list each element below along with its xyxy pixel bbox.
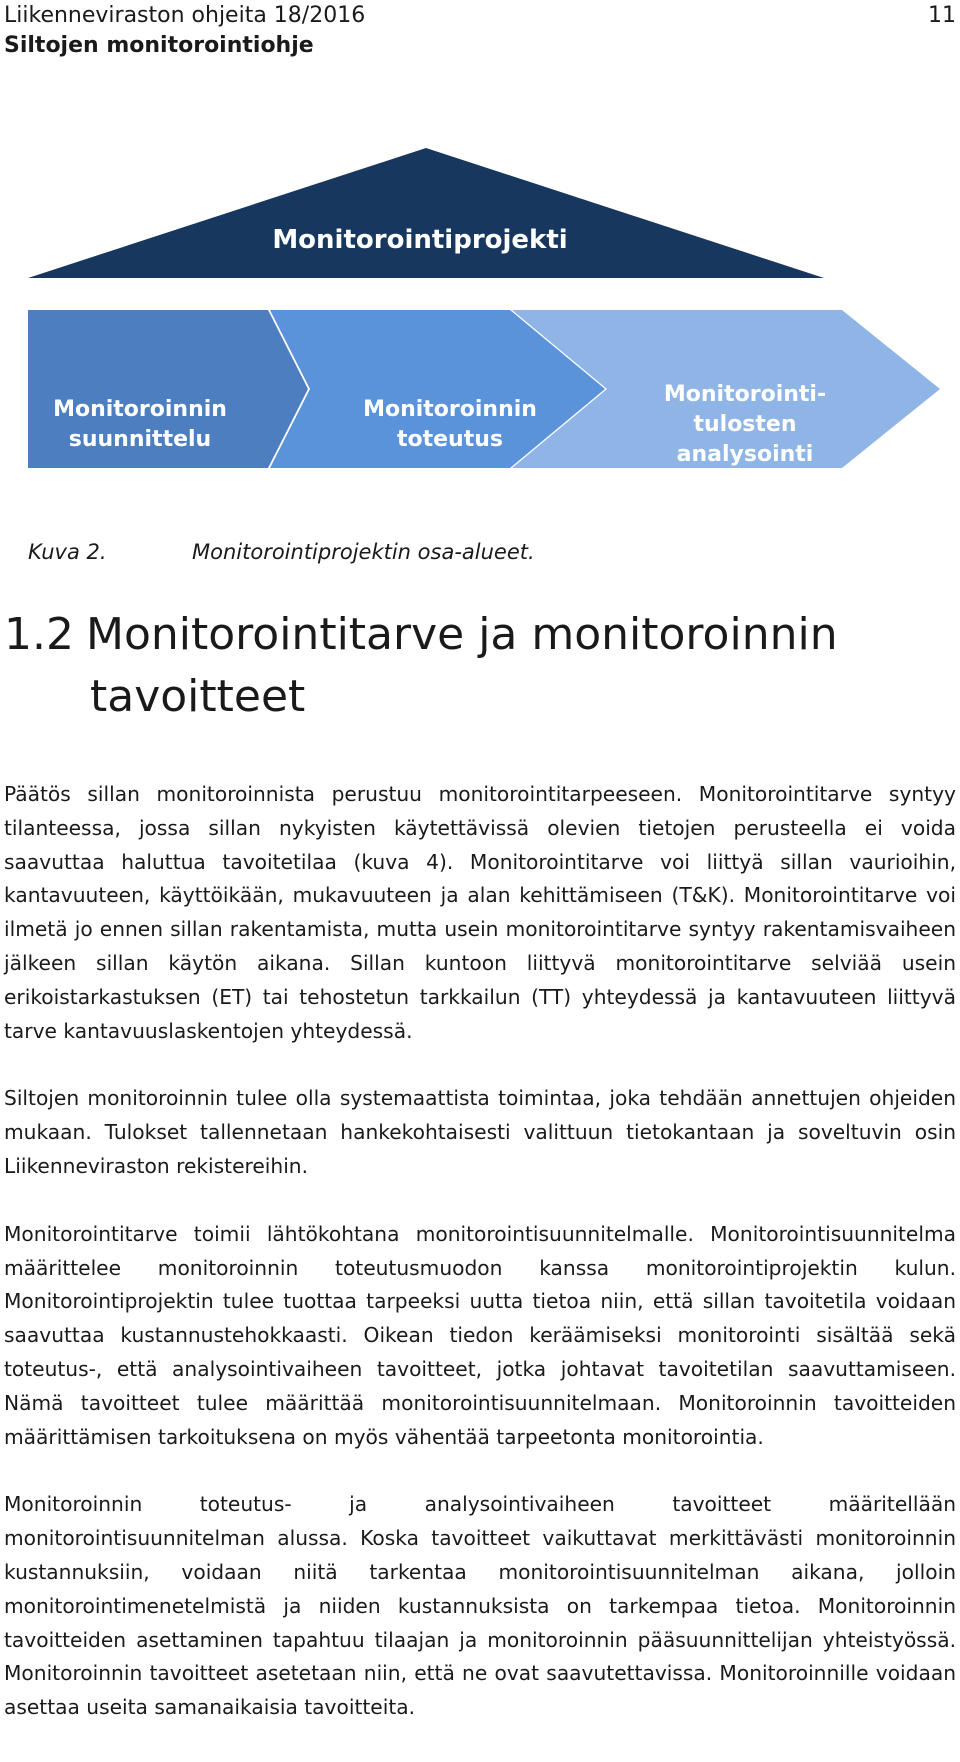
stage-label-analysis: Monitorointi- tulosten analysointi [663,382,827,467]
section-number: 1.2 [4,609,74,660]
project-label: Monitorointiprojekti [272,225,568,255]
section-heading [4,604,904,728]
document-title: Siltojen monitorointiohje [4,33,314,58]
page-number: 11 [928,3,956,28]
section-title-line2: tavoitteet [90,671,306,722]
figure-caption: Monitorointiprojektin osa-alueet. [192,540,535,564]
figure-number: Kuva 2. [28,540,107,564]
paragraph: Siltojen monitoroinnin tulee olla systemaattista toimintaa, joka tehdään annettujen ohjeiden mukaan. Tulokset tallennetaan hankekohtaisesti valittuun tietokantaan ja soveltuvin osin Liikenneviraston rekistereihin. [4,1086,956,1178]
publication-series: Liikenneviraston ohjeita 18/2016 [4,3,366,28]
page-header [0,0,960,66]
section-title-line1: Monitorointitarve ja monitoroinnin [86,609,838,660]
paragraph: Monitorointitarve toimii lähtökohtana monitorointisuunnitelmalle. Monitorointisuunnitelma määrittelee monitoroinnin toteutusmuodon kanssa monitorointiprojektin kulun. Monitorointiprojektin tulee tuottaa tarpeeksi uutta tietoa niin, että sillan tavoitetila voidaan saavuttaa kustannustehokkaasti. Oikean tiedon keräämiseksi monitorointi sisältää sekä toteutus-, että analysointivaiheen tavoitteet, jotka johtavat tavoitetilan saavuttamiseen. Nämä tavoitteet tulee määrittää monitorointisuunnitelmaan. Monitoroinnin tavoitteiden määrittämisen tarkoituksena on myös vähentää tarpeetonta monitorointia. [4,1221,956,1449]
project-areas-diagram [0,140,960,510]
stage-label-implementation: Monitoroinnin toteutus [363,397,537,452]
paragraph: Päätös sillan monitoroinnista perustuu monitorointitarpeeseen. Monitorointitarve syntyy tilanteessa, jossa sillan nykyisten käytettävissä olevien tietojen perusteella ei voida saavuttaa haluttua tavoitetilaa (kuva 4). Monitorointitarve voi liittyä sillan vaurioihin, kantavuuteen, käyttöikään, mukavuuteen ja alan kehittämiseen (T&K). Monitorointitarve voi ilmetä jo ennen sillan rakentamista, mutta usein monitorointitarve syntyy rakentamisvaiheen jälkeen sillan käytön aikana. Sillan kuntoon liittyvä monitorointitarve selviää usein erikoistarkastuksen (ET) tai tehostetun tarkkailun (TT) yhteydessä ja kantavuuteen liittyvä tarve kantavuuslaskentojen yhteydessä. [4,782,956,1043]
body-text [4,778,956,1759]
paragraph: Monitoroinnin toteutus- ja analysointivaiheen tavoitteet määritellään monitorointisuunnitelman alussa. Koska tavoitteet vaikuttavat merkittävästi monitoroinnin kustannuksiin, voidaan niitä tarkentaa monitorointisuunnitelman aikana, jolloin monitorointimenetelmistä ja niiden kustannuksista on tarkempaa tietoa. Monitoroinnin tavoitteiden asettaminen tapahtuu tilaajan ja monitoroinnin pääsuunnittelijan yhteistyössä. Monitoroinnin tavoitteet asetetaan niin, että ne ovat saavutettavissa. Monitoroinnille voidaan asettaa useita samanaikaisia tavoitteita. [4,1492,956,1720]
stage-label-planning: Monitoroinnin suunnittelu [53,397,227,452]
